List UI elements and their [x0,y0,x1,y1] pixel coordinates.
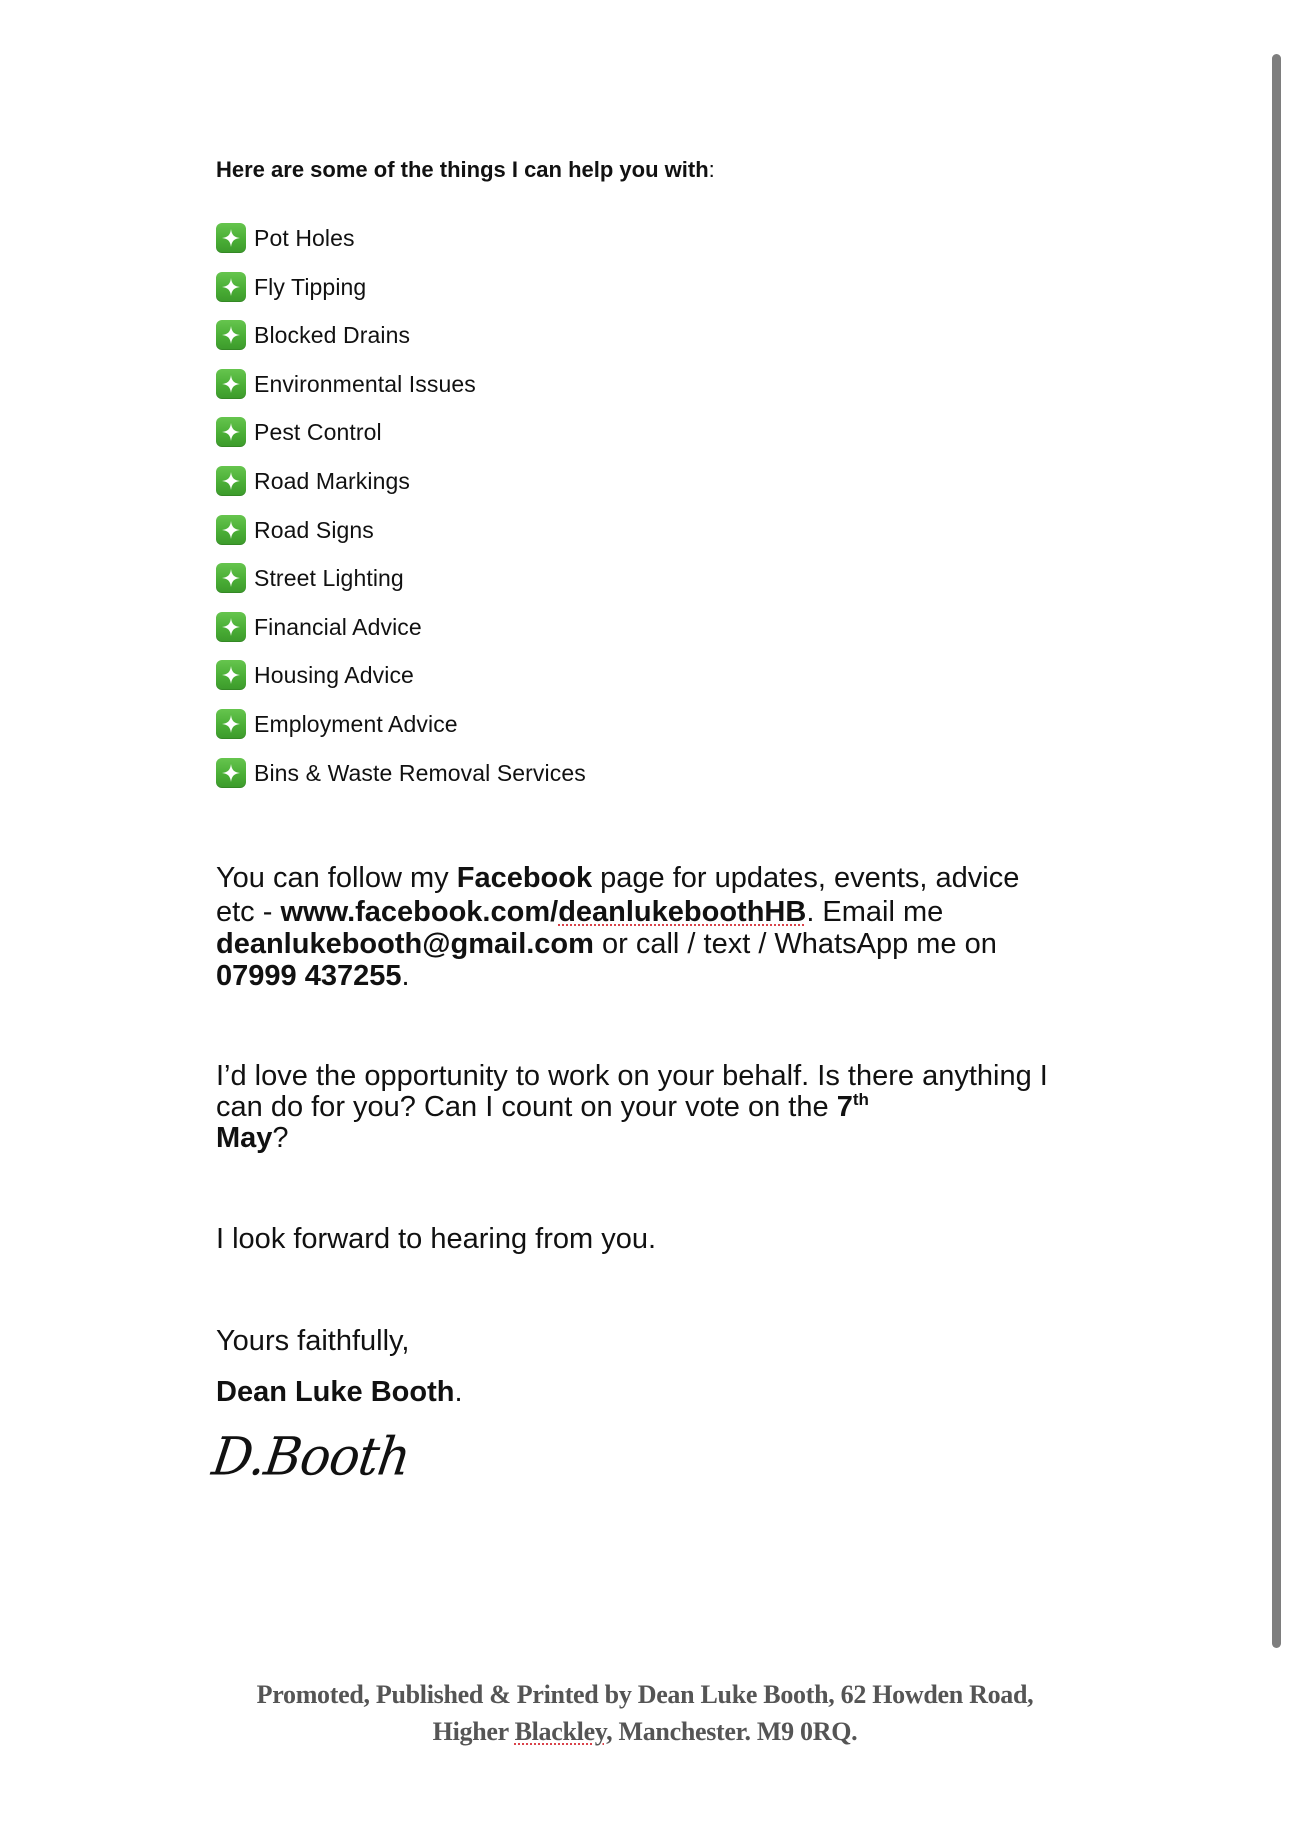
imprint-text: , Manchester. M9 0RQ. [606,1717,858,1746]
signatory-name [216,1376,1076,1408]
sparkle-icon [216,758,246,788]
services-heading-colon: : [708,157,715,182]
election-day: 7 [836,1091,853,1123]
list-item [216,223,586,272]
scrollbar-thumb[interactable] [1272,54,1281,1648]
service-label: Road Markings [254,467,410,494]
service-label: Environmental Issues [254,370,476,397]
contact-text: or call / text / WhatsApp me on [593,928,997,960]
sparkle-icon [216,612,246,642]
service-label: Street Lighting [254,565,404,592]
vote-request-text: ? [272,1122,289,1154]
facebook-url-prefix: www.facebook.com/ [280,896,559,928]
list-item [216,612,586,661]
sparkle-icon [216,515,246,545]
imprint-line-2 [0,1713,1290,1750]
imprint-misspelled-word: Blackley [514,1717,607,1746]
sparkle-icon [216,660,246,690]
list-item [216,369,586,418]
sparkle-icon [216,709,246,739]
contact-text: You can follow my [216,862,457,894]
service-label: Road Signs [254,516,374,543]
email-address[interactable]: deanlukebooth@gmail.com [216,928,594,960]
imprint-footer [0,1676,1290,1750]
service-label: Blocked Drains [254,322,411,349]
list-item [216,515,586,564]
election-day-ordinal: th [852,1090,869,1109]
services-list [216,223,586,806]
sign-off: Yours faithfully, [216,1325,410,1357]
sparkle-icon [216,417,246,447]
list-item [216,417,586,466]
sparkle-icon [216,272,246,302]
services-heading-text: Here are some of the things I can help you with [216,157,709,182]
list-item [216,709,586,758]
handwritten-signature: D.Booth [208,1426,414,1488]
list-item [216,758,586,807]
closing-line: I look forward to hearing from you. [216,1223,657,1255]
imprint-line-1: Promoted, Published & Printed by Dean Luke Booth, 62 Howden Road, [256,1680,1034,1709]
contact-line-1 [216,860,1076,896]
services-heading [216,155,715,185]
contact-text: etc - [216,896,281,928]
sparkle-icon [216,320,246,350]
list-item [216,320,586,369]
service-label: Fly Tipping [254,273,367,300]
service-label: Pest Control [254,419,382,446]
facebook-url-handle: deanlukeboothHB [558,896,807,928]
service-label: Financial Advice [254,613,422,640]
list-item [216,466,586,515]
sparkle-icon [216,369,246,399]
sparkle-icon [216,563,246,593]
service-label: Pot Holes [254,225,355,251]
contact-text: . Email me [806,896,944,928]
service-label: Housing Advice [254,662,414,689]
facebook-label: Facebook [456,862,593,894]
service-label: Employment Advice [254,710,458,737]
signatory-name-period: . [454,1376,463,1408]
list-item [216,563,586,612]
imprint-text: Higher [432,1717,515,1746]
facebook-url[interactable] [280,896,806,928]
contact-text: page for updates, events, advice [592,862,1020,894]
signatory-name-text: Dean Luke Booth [216,1376,455,1408]
sparkle-icon [216,466,246,496]
list-item [216,272,586,321]
contact-paragraph [216,860,1076,992]
vote-request-text: I’d love the opportunity to work on your behalf. Is there anything I can do for you? Can I count on your vote on the [216,1060,1048,1123]
sparkle-icon [216,223,246,253]
service-label: Bins & Waste Removal Services [254,759,586,786]
contact-text: . [401,960,410,992]
vote-request-paragraph [216,1061,1076,1154]
election-month: May [216,1122,273,1154]
list-item [216,660,586,709]
phone-number[interactable]: 07999 437255 [216,960,402,992]
